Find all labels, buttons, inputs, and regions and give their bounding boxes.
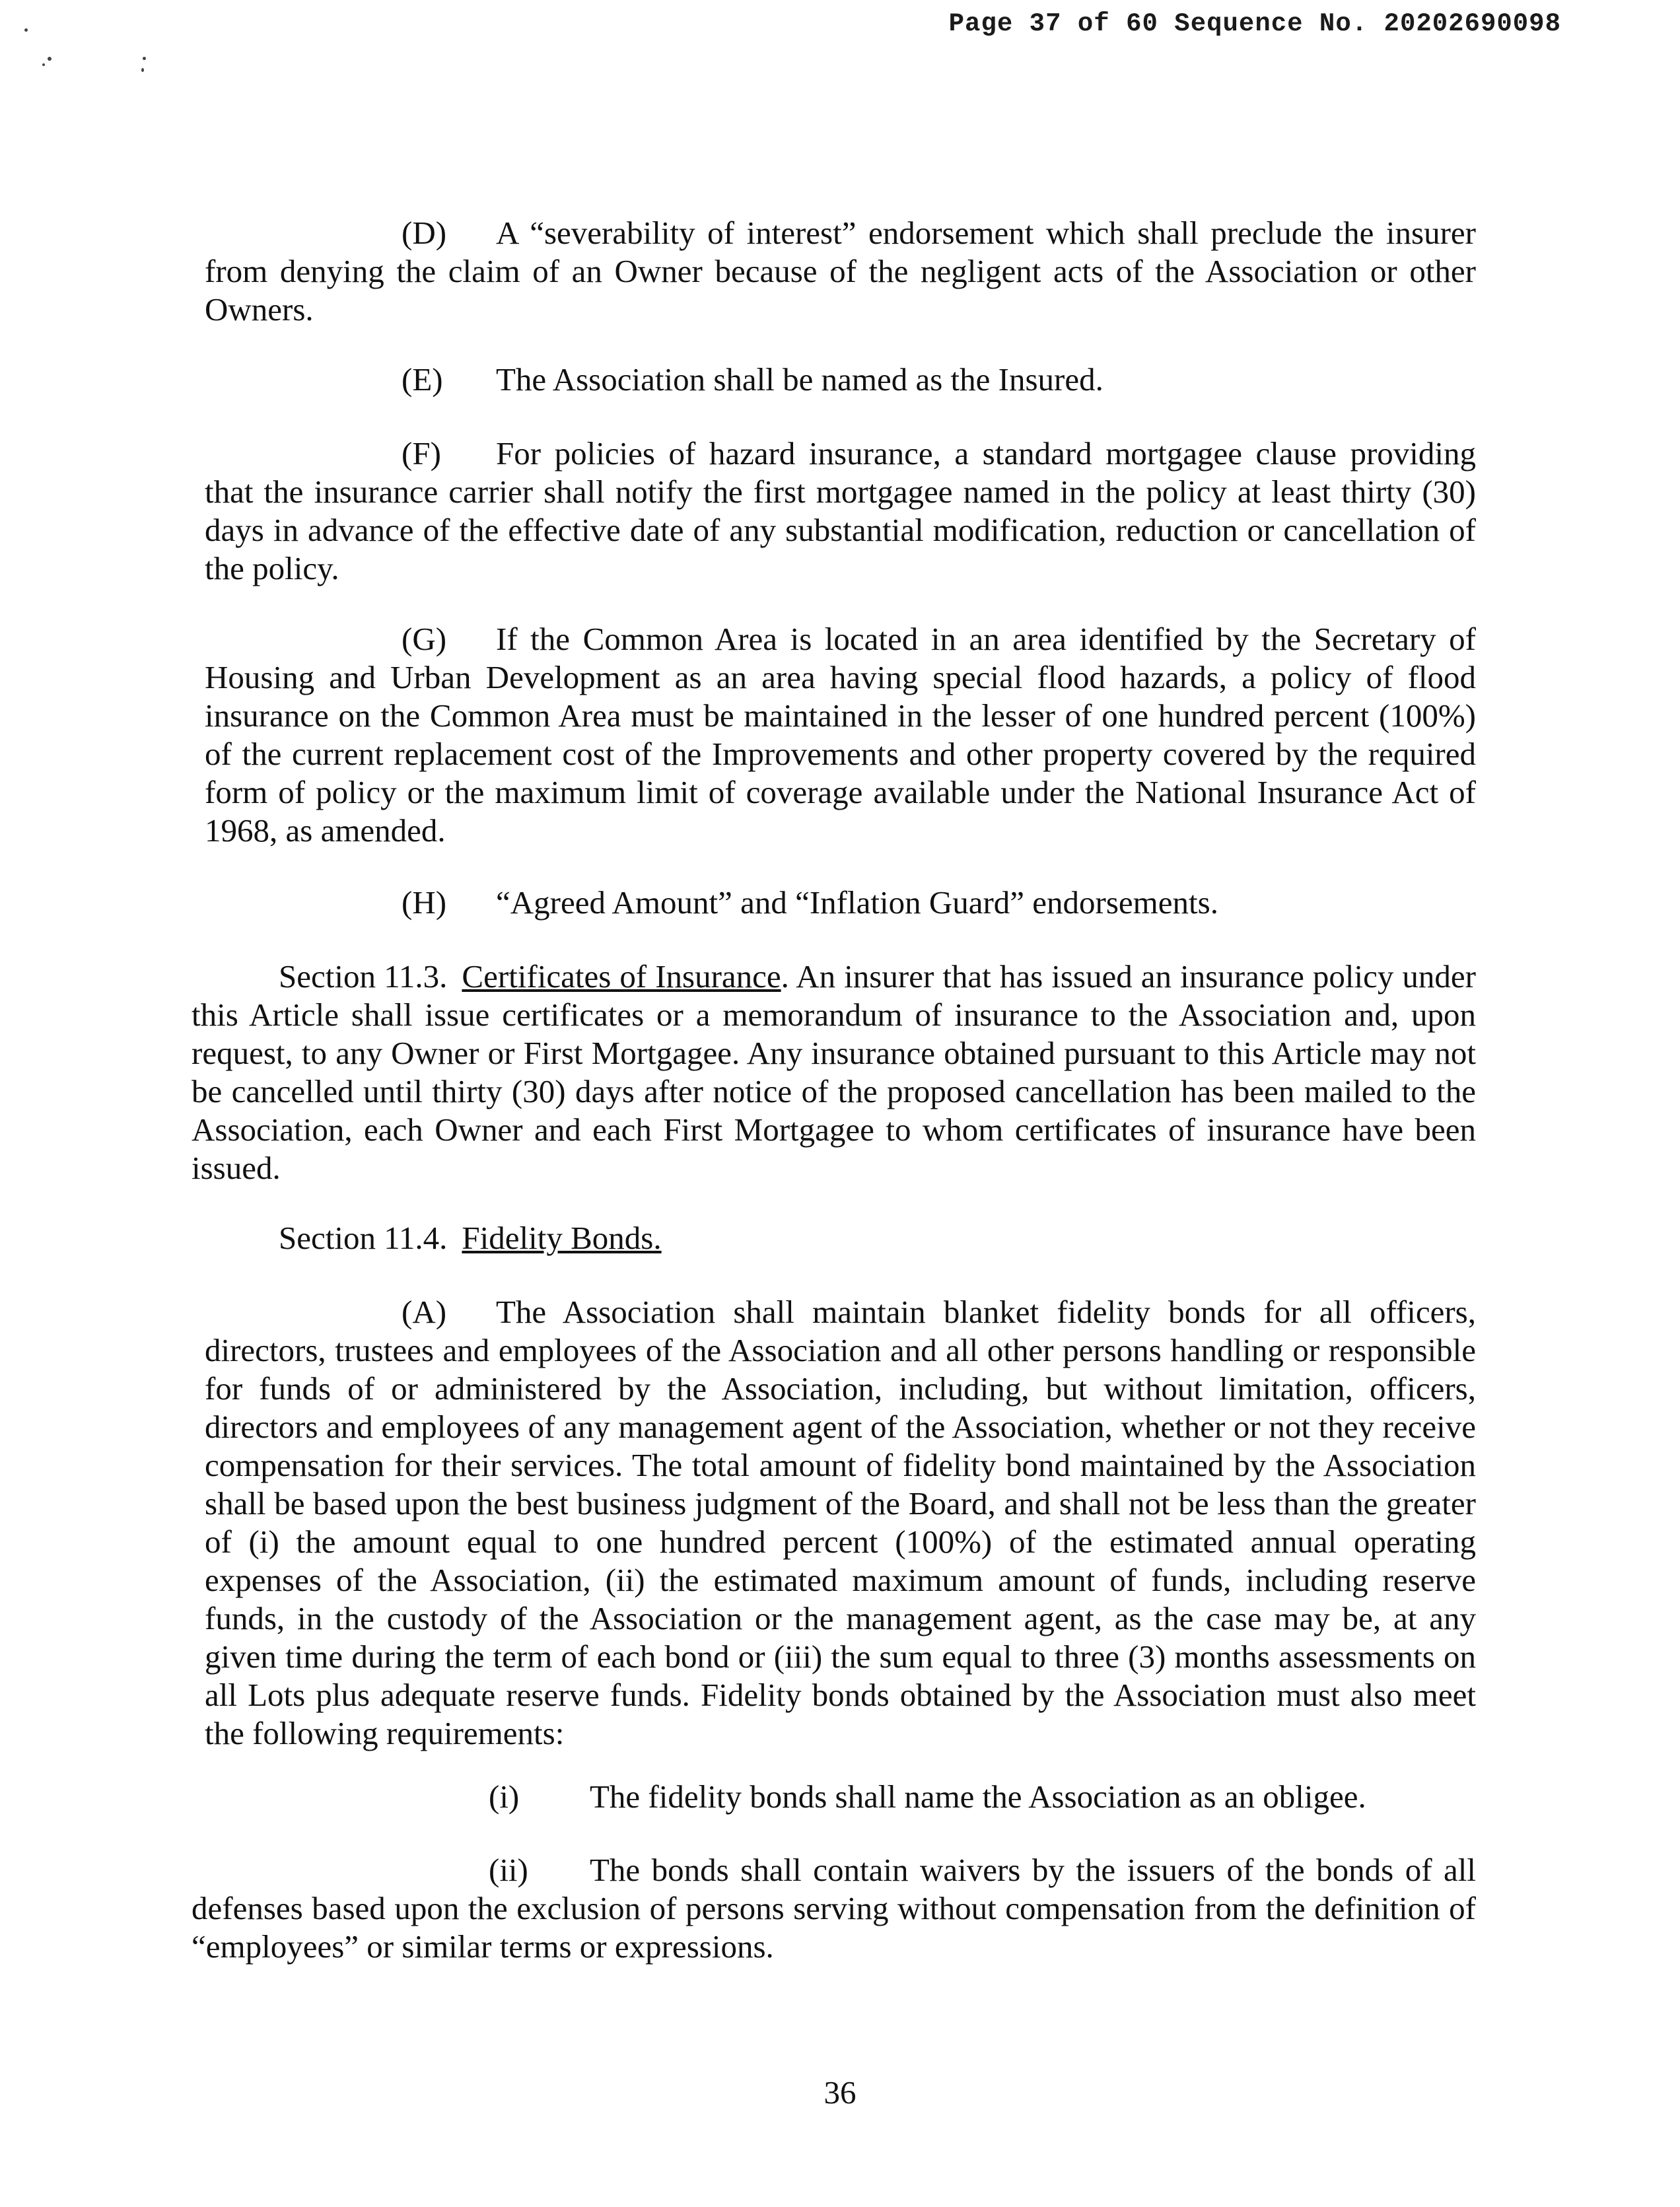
paragraph-label: (G) (402, 621, 447, 657)
paragraph-text: The fidelity bonds shall name the Association as an obligee. (590, 1778, 1366, 1815)
section-title: Certificates of Insurance (462, 958, 781, 995)
paragraph-g (205, 620, 1476, 850)
paragraph-text: For policies of hazard insurance, a standard mortgagee clause providing that the insurance carrier shall notify the first mortgagee named in the policy at least thirty (30) days in advance of the effective date of any substantial modification, reduction or cancellation of the policy. (205, 435, 1476, 586)
scan-speck (141, 68, 144, 72)
paragraph-text: The Association shall be named as the Insured. (496, 361, 1103, 398)
section-number: Section 11.4. (279, 1220, 448, 1256)
paragraph-text: The bonds shall contain waivers by the issuers of the bonds of all defenses based upon the exclusion of persons serving without compensation from the definition of “employees” or similar terms or expressions. (192, 1852, 1476, 1965)
paragraph-label: (D) (402, 215, 447, 251)
paragraph-label: (F) (402, 435, 441, 472)
paragraph-text: A “severability of interest” endorsement which shall preclude the insurer from denying the claim of an Owner because of the negligent acts of the Association or other Owners. (205, 215, 1476, 328)
paragraph-label: (E) (402, 361, 443, 398)
scan-speck (42, 63, 45, 66)
section-number: Section 11.3. (279, 958, 448, 995)
paragraph-e (205, 361, 1476, 399)
section-title: Fidelity Bonds. (462, 1220, 662, 1256)
paragraph-ii (192, 1851, 1476, 1966)
section-11-3 (192, 958, 1476, 1187)
paragraph-label: (ii) (489, 1852, 528, 1888)
page-header: Page 37 of 60 Sequence No. 20202690098 (948, 9, 1561, 38)
paragraph-label: (i) (489, 1778, 520, 1815)
paragraph-h (205, 884, 1476, 922)
paragraph-label: (A) (402, 1294, 447, 1330)
section-11-4 (192, 1219, 1476, 1257)
scan-speck (24, 28, 28, 32)
paragraph-f (205, 435, 1476, 588)
page-number: 36 (823, 2074, 857, 2111)
paragraph-text: “Agreed Amount” and “Inflation Guard” endorsements. (496, 884, 1218, 921)
scan-speck (48, 57, 52, 61)
paragraph-d (205, 214, 1476, 329)
paragraph-label: (H) (402, 884, 447, 921)
section-text: . An insurer that has issued an insurance policy under this Article shall issue certificates or a memorandum of insurance to the Association and, upon request, to any Owner or First Mortgagee. Any insurance obtained pursuant to this Article may not be cancelled until thirty (30) days after notice of the proposed cancellation has been mailed to the Association, each Owner and each First Mortgagee to whom certificates of insurance have been issued. (192, 958, 1476, 1186)
paragraph-text: The Association shall maintain blanket fidelity bonds for all officers, directors, trustees and employees of the Association and all other persons handling or responsible for funds of or administered by the Association, including, but without limitation, officers, directors and employees of any management agent of the Association, whether or not they receive compensation for their services. The total amount of fidelity bond maintained by the Association shall be based upon the best business judgment of the Board, and shall not be less than the greater of (i) the amount equal to one hundred percent (100%) of the estimated annual operating expenses of the Association, (ii) the estimated maximum amount of funds, including reserve funds, in the custody of the Association or the management agent, as the case may be, at any given time during the term of each bond or (iii) the sum equal to three (3) months assessments on all Lots plus adequate reserve funds. Fidelity bonds obtained by the Association must also meet the following requirements: (205, 1294, 1476, 1751)
paragraph-a (205, 1293, 1476, 1753)
scan-speck (143, 57, 146, 60)
paragraph-text: If the Common Area is located in an area identified by the Secretary of Housing and Urban Development as an area having special flood hazards, a policy of flood insurance on the Common Area must be maintained in the lesser of one hundred percent (100%) of the current replacement cost of the Improvements and other property covered by the required form of policy or the maximum limit of coverage available under the National Insurance Act of 1968, as amended. (205, 621, 1476, 849)
paragraph-i (205, 1778, 1476, 1816)
